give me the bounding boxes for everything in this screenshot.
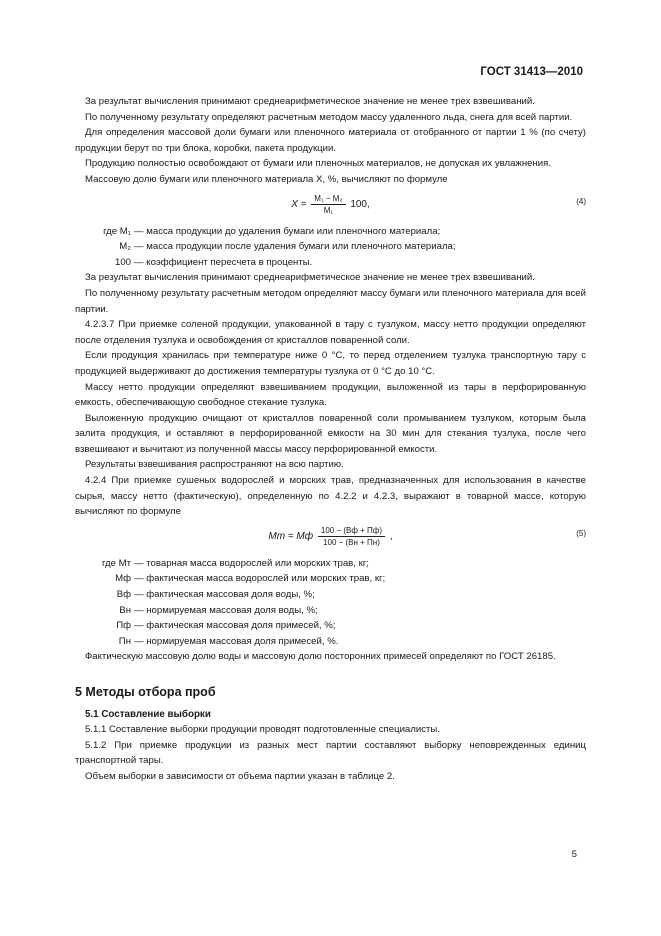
subsection-heading: 5.1 Составление выборки (85, 708, 211, 720)
paragraph: Для определения массовой доли бумаги или пленочного материала от отобранного от партии 1 % (по счету) продукции берут по три блока, коробки, пакета продукции. (75, 127, 586, 154)
legend-symbol: M₂ (119, 241, 131, 253)
formula-number: (4) (576, 196, 586, 206)
formula-fraction (311, 193, 345, 216)
legend-text: — масса продукции после удаления бумаги или пленочного материала; (134, 241, 456, 253)
page-number: 5 (571, 849, 577, 860)
document-body (75, 94, 586, 785)
paragraph: 5.1.2 При приемке продукции из разных мест партии составляют выборку неповрежденных единиц транспортной тары. (75, 739, 586, 767)
legend-row (75, 618, 586, 634)
paragraph: 4.2.4 При приемке сушеных водорослей и морских трав, предназначенных для использования в качестве сырья, массу нетто (фактическую), определенную по 4.2.2 и 4.2.3, выражают в товарной массе, которую вычисляют по формуле (75, 475, 586, 518)
legend-symbol: Пн (118, 635, 131, 647)
formula-4-legend (75, 224, 586, 271)
legend-row (75, 556, 586, 572)
legend-text: — нормируемая массовая доля воды, %; (134, 604, 318, 616)
legend-row (75, 603, 586, 619)
document-header: ГОСТ 31413—2010 (480, 66, 583, 78)
legend-symbol: 100 (114, 256, 131, 268)
legend-symbol: Пф (116, 620, 131, 632)
formula-5 (75, 520, 586, 556)
legend-row (75, 571, 586, 587)
legend-text: — масса продукции до удаления бумаги или пленочного материала; (134, 225, 441, 237)
paragraph: За результат вычисления принимают среднеарифметическое значение не менее трех взвешиваний. (85, 96, 535, 107)
paragraph: 5.1.1 Составление выборки продукции проводят подготовленные специалисты. (85, 724, 440, 736)
paragraph: Массу нетто продукции определяют взвешиванием продукции, выложенной из тары в перфорированную емкость, обеспечивающую свободное стекание тузлука. (75, 381, 586, 409)
legend-text: — фактическая масса водорослей или морских трав, кг; (134, 573, 386, 585)
legend-text: — товарная масса водорослей или морских трав, кг; (134, 557, 369, 569)
paragraph: Продукцию полностью освобождают от бумаги или пленочных материалов, не допуская их увлажнения. (85, 158, 551, 170)
paragraph: Результаты взвешивания распространяют на всю партию. (85, 459, 344, 471)
legend-text: — фактическая массовая доля воды, %; (134, 589, 315, 601)
paragraph: Объем выборки в зависимости от объема партии указан в таблице 2. (85, 770, 395, 782)
legend-symbol: Bф (116, 589, 131, 601)
paragraph: По полученному результату расчетным методом определяют массу бумаги или пленочного материала для всей партии. (75, 287, 586, 315)
formula-denominator: M₁ (323, 205, 334, 215)
formula-fraction (318, 525, 385, 548)
paragraph: По полученному результату определяют расчетным методом массу удаленного льда, снега для всей партии. (85, 111, 573, 123)
paragraph: Фактическую массовую долю воды и массовую долю посторонних примесей определяют по ГОСТ 26185. (85, 651, 556, 663)
formula-numerator: 100 − (Bф + Пф) (318, 525, 385, 537)
legend-symbol: Bн (119, 604, 131, 616)
legend-row (75, 587, 586, 603)
legend-symbol: Mф (115, 573, 131, 585)
formula-number: (5) (576, 528, 586, 538)
formula-4 (75, 188, 586, 224)
legend-symbol: где Mт (101, 557, 131, 569)
paragraph: Выложенную продукцию очищают от кристаллов поваренной соли промыванием тузлуком, которым была залита продукция, и оставляют в перфорированной емкости на 30 мин для стекания тузлука, после чего взвешивают и вычитают из полученной массы массу перфорированной емкости. (75, 412, 586, 455)
legend-symbol: где M₁ (103, 225, 131, 237)
formula-tail: , (389, 530, 393, 542)
legend-row (75, 224, 586, 240)
legend-text: — нормируемая массовая доля примесей, %. (134, 635, 339, 647)
legend-row (75, 255, 586, 271)
legend-row (75, 634, 586, 650)
formula-numerator: M₁ − M₂ (311, 193, 345, 205)
formula-5-legend (75, 556, 586, 650)
formula-tail: 100, (350, 198, 370, 210)
paragraph: Если продукция хранилась при температуре ниже 0 °С, то перед отделением тузлука транспортную тару с продукцией выдерживают до достижения температуры тузлука от 0 °С до 10 °С. (75, 350, 586, 377)
paragraph: Массовую долю бумаги или пленочного материала X, %, вычисляют по формуле (85, 173, 448, 185)
legend-text: — коэффициент пересчета в проценты. (134, 256, 313, 268)
paragraph: За результат вычисления принимают среднеарифметическое значение не менее трех взвешиваний. (85, 272, 535, 284)
formula-lhs: X = (291, 198, 307, 210)
formula-lhs: Mт = Mф (268, 530, 314, 542)
formula-denominator: 100 − (Bн + Пн) (323, 537, 380, 547)
legend-text: — фактическая массовая доля примесей, %; (134, 620, 336, 632)
paragraph: 4.2.3.7 При приемке соленой продукции, упакованной в тару с тузлуком, массу нетто продукции определяют после отделения тузлука и освобождения от кристаллов поваренной соли. (75, 319, 586, 346)
section-heading: 5 Методы отбора проб (75, 685, 216, 699)
legend-row (75, 239, 586, 255)
